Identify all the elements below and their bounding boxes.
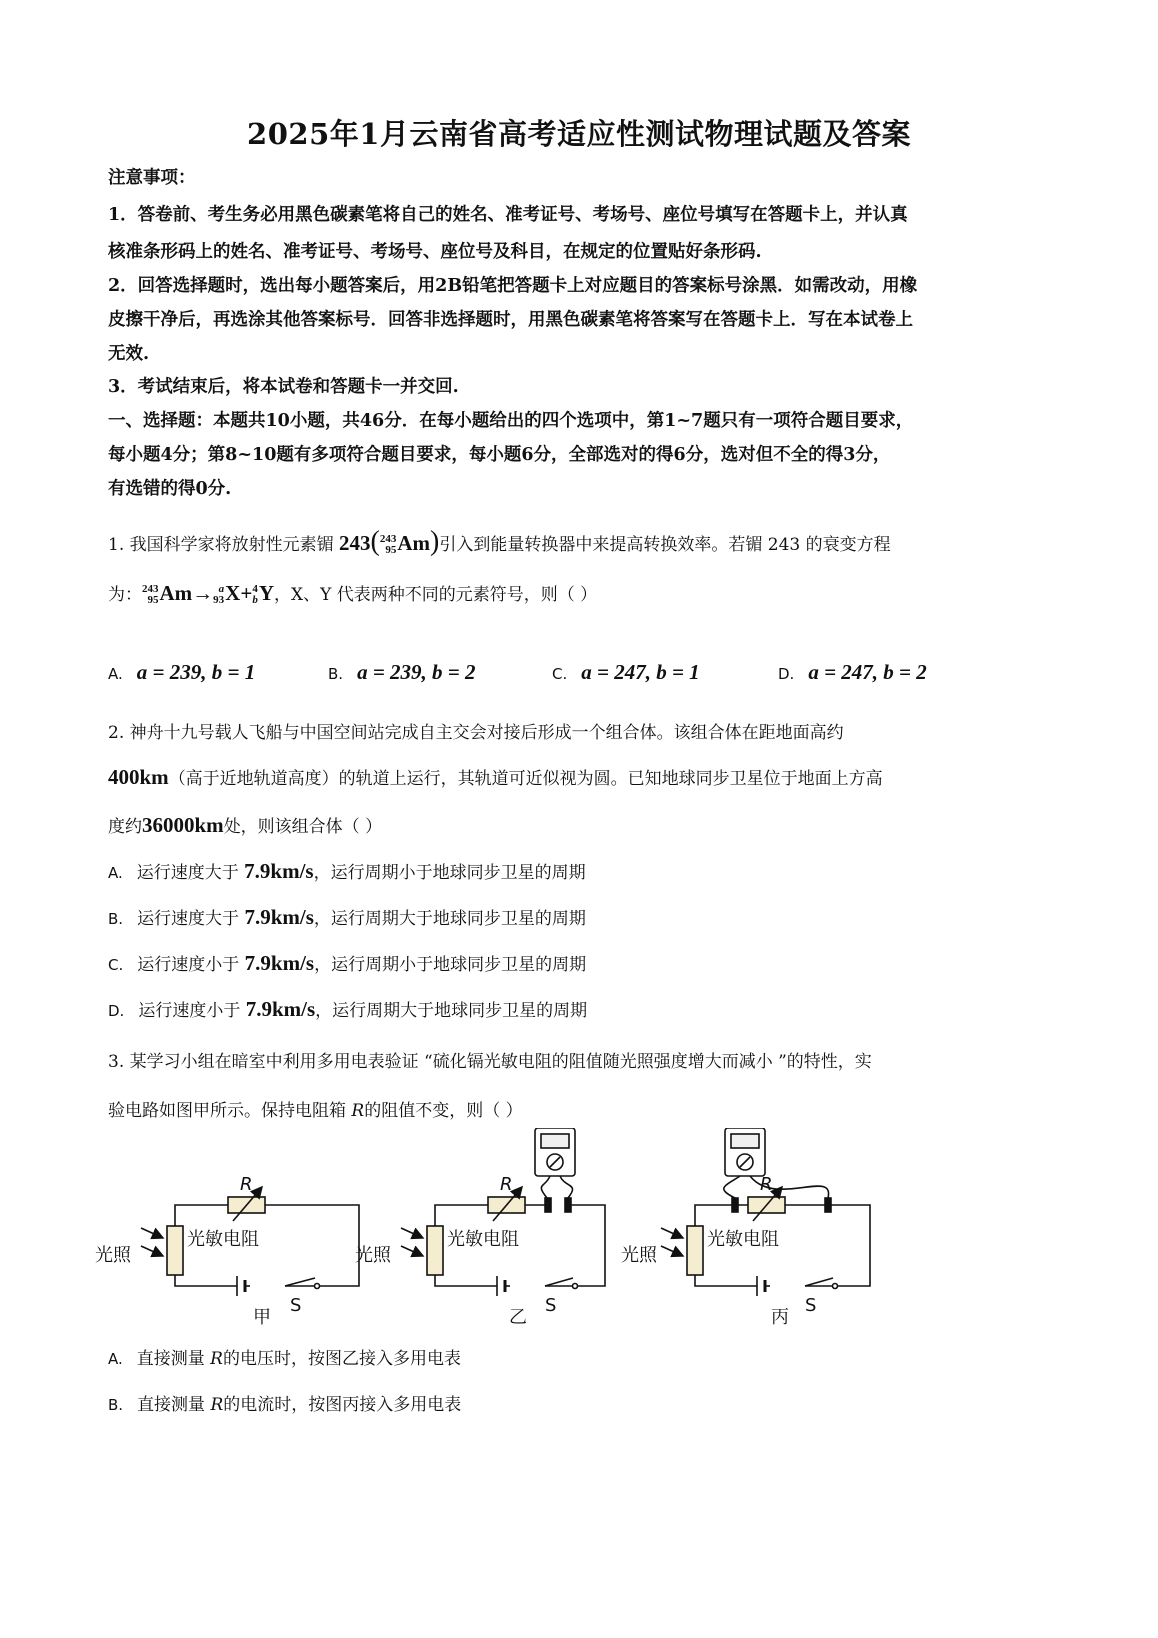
q1-decay-equation: 243 95 Am→ a 93 X+ 4 b Y (142, 581, 274, 607)
fig-caption-yi: 乙 (509, 1307, 527, 1328)
q1-options (108, 660, 1008, 694)
question-2-line3: 度约36000km处，则该组合体（ ） (108, 813, 383, 837)
circuit-bing (661, 1128, 870, 1296)
q1-option-d[interactable]: D. a = 247, b = 2 (778, 660, 927, 684)
notice-item-2-cont: 皮擦干净后，再选涂其他答案标号．回答非选择题时，用黑色碳素笔将答案写在答题卡上．写在本试卷上 (108, 310, 913, 330)
notice-item-3: 3．考试结束后，将本试卷和答题卡一并交回. (108, 377, 459, 397)
fig-r-2: R (500, 1174, 513, 1195)
fig-light-3: 光照 (621, 1245, 657, 1266)
question-2-line2: 400km（高于近地轨道高度）的轨道上运行，其轨道可近似视为圆。已知地球同步卫星位于地面上方高 (108, 765, 883, 789)
fig-resistor-3: 光敏电阻 (707, 1229, 779, 1250)
q2-option-c[interactable]: C. 运行速度小于 7.9km/s，运行周期小于地球同步卫星的周期 (108, 951, 587, 975)
q1-option-c[interactable]: C. a = 247, b = 1 (552, 660, 700, 684)
q2-height-geo: 36000km (142, 813, 224, 837)
q1-option-b[interactable]: B. a = 239, b = 2 (328, 660, 476, 684)
q1-text: 1. 我国科学家将放射性元素镅 (108, 535, 340, 555)
circuit-yi (401, 1128, 605, 1296)
notice-heading: 注意事项： (108, 168, 196, 188)
q1-line2-pre: 为： (108, 585, 142, 605)
q3-option-b[interactable]: B. 直接测量 R的电流时，按图丙接入多用电表 (108, 1395, 462, 1415)
fig-resistor-1: 光敏电阻 (187, 1229, 259, 1250)
fig-s-1: S (290, 1295, 302, 1316)
q3-r-symbol: R (351, 1101, 365, 1121)
fig-light-2: 光照 (355, 1245, 391, 1266)
fig-r-3: R (760, 1174, 773, 1195)
q1-paren-close: ) (430, 526, 440, 557)
notice-item-1-cont: 核准条形码上的姓名、准考证号、考场号、座位号及科目，在规定的位置贴好条形码. (108, 242, 762, 262)
section-desc-end: 有选错的得0分. (108, 479, 232, 499)
q1-text-post: 引入到能量转换器中来提高转换效率。若镅 243 的衰变方程 (439, 535, 891, 555)
q1-iso-nums: 243 95 (379, 533, 397, 557)
q1-iso-symbol: Am (397, 531, 431, 555)
section-desc: 每小题4分；第8~10题有多项符合题目要求，每小题6分，全部选对的得6分，选对但不全的得3分， (108, 445, 891, 465)
q1-isotope (339, 526, 440, 557)
fig-s-2: S (545, 1295, 557, 1316)
page-title: 2025年1月云南省高考适应性测试物理试题及答案 (247, 117, 911, 151)
fig-light-1: 光照 (95, 1245, 131, 1266)
q3-option-a[interactable]: A. 直接测量 R的电压时，按图乙接入多用电表 (108, 1349, 461, 1369)
q2-option-a[interactable]: A. 运行速度大于 7.9km/s，运行周期小于地球同步卫星的周期 (108, 859, 586, 883)
question-1 (108, 526, 891, 558)
question-2: 2. 神舟十九号载人飞船与中国空间站完成自主交会对接后形成一个组合体。该组合体在距地面高约 (108, 723, 844, 743)
q2-height-orbit: 400km (108, 765, 169, 789)
q1-paren-open: ( (370, 526, 380, 557)
question-3: 3. 某学习小组在暗室中利用多用电表验证 “硫化镉光敏电阻的阻值随光照强度增大而减小 ”的特性，实 (108, 1052, 872, 1072)
fig-s-3: S (805, 1295, 817, 1316)
fig-caption-jia: 甲 (253, 1307, 271, 1328)
fig-resistor-2: 光敏电阻 (447, 1229, 519, 1250)
q2-option-d[interactable]: D. 运行速度小于 7.9km/s，运行周期大于地球同步卫星的周期 (108, 997, 588, 1021)
fig-r-1: R (240, 1174, 253, 1195)
q1-option-a[interactable]: A. a = 239, b = 1 (108, 660, 256, 684)
q2-option-b[interactable]: B. 运行速度大于 7.9km/s，运行周期大于地球同步卫星的周期 (108, 905, 586, 929)
q1-iso-mass: 243 (339, 531, 371, 555)
question-3-line2: 验电路如图甲所示。保持电阻箱 R的阻值不变，则（ ） (108, 1101, 523, 1121)
q1-line2-post: ，X、Y 代表两种不同的元素符号，则（ ） (273, 585, 598, 605)
notice-item-2: 2．回答选择题时，选出每小题答案后，用2B铅笔把答题卡上对应题目的答案标号涂黑．如需改动，用橡 (108, 276, 918, 296)
notice-item-2-end: 无效. (108, 344, 150, 364)
section-heading: 一、选择题：本题共10小题，共46分．在每小题给出的四个选项中，第1~7题只有一项符合题目要求， (108, 411, 914, 431)
fig-caption-bing: 丙 (771, 1307, 789, 1328)
question-1-equation-line (108, 580, 597, 606)
notice-item-1: 1．答卷前、考生务必用黑色碳素笔将自己的姓名、准考证号、考场号、座位号填写在答题卡上，并认真 (108, 205, 908, 225)
